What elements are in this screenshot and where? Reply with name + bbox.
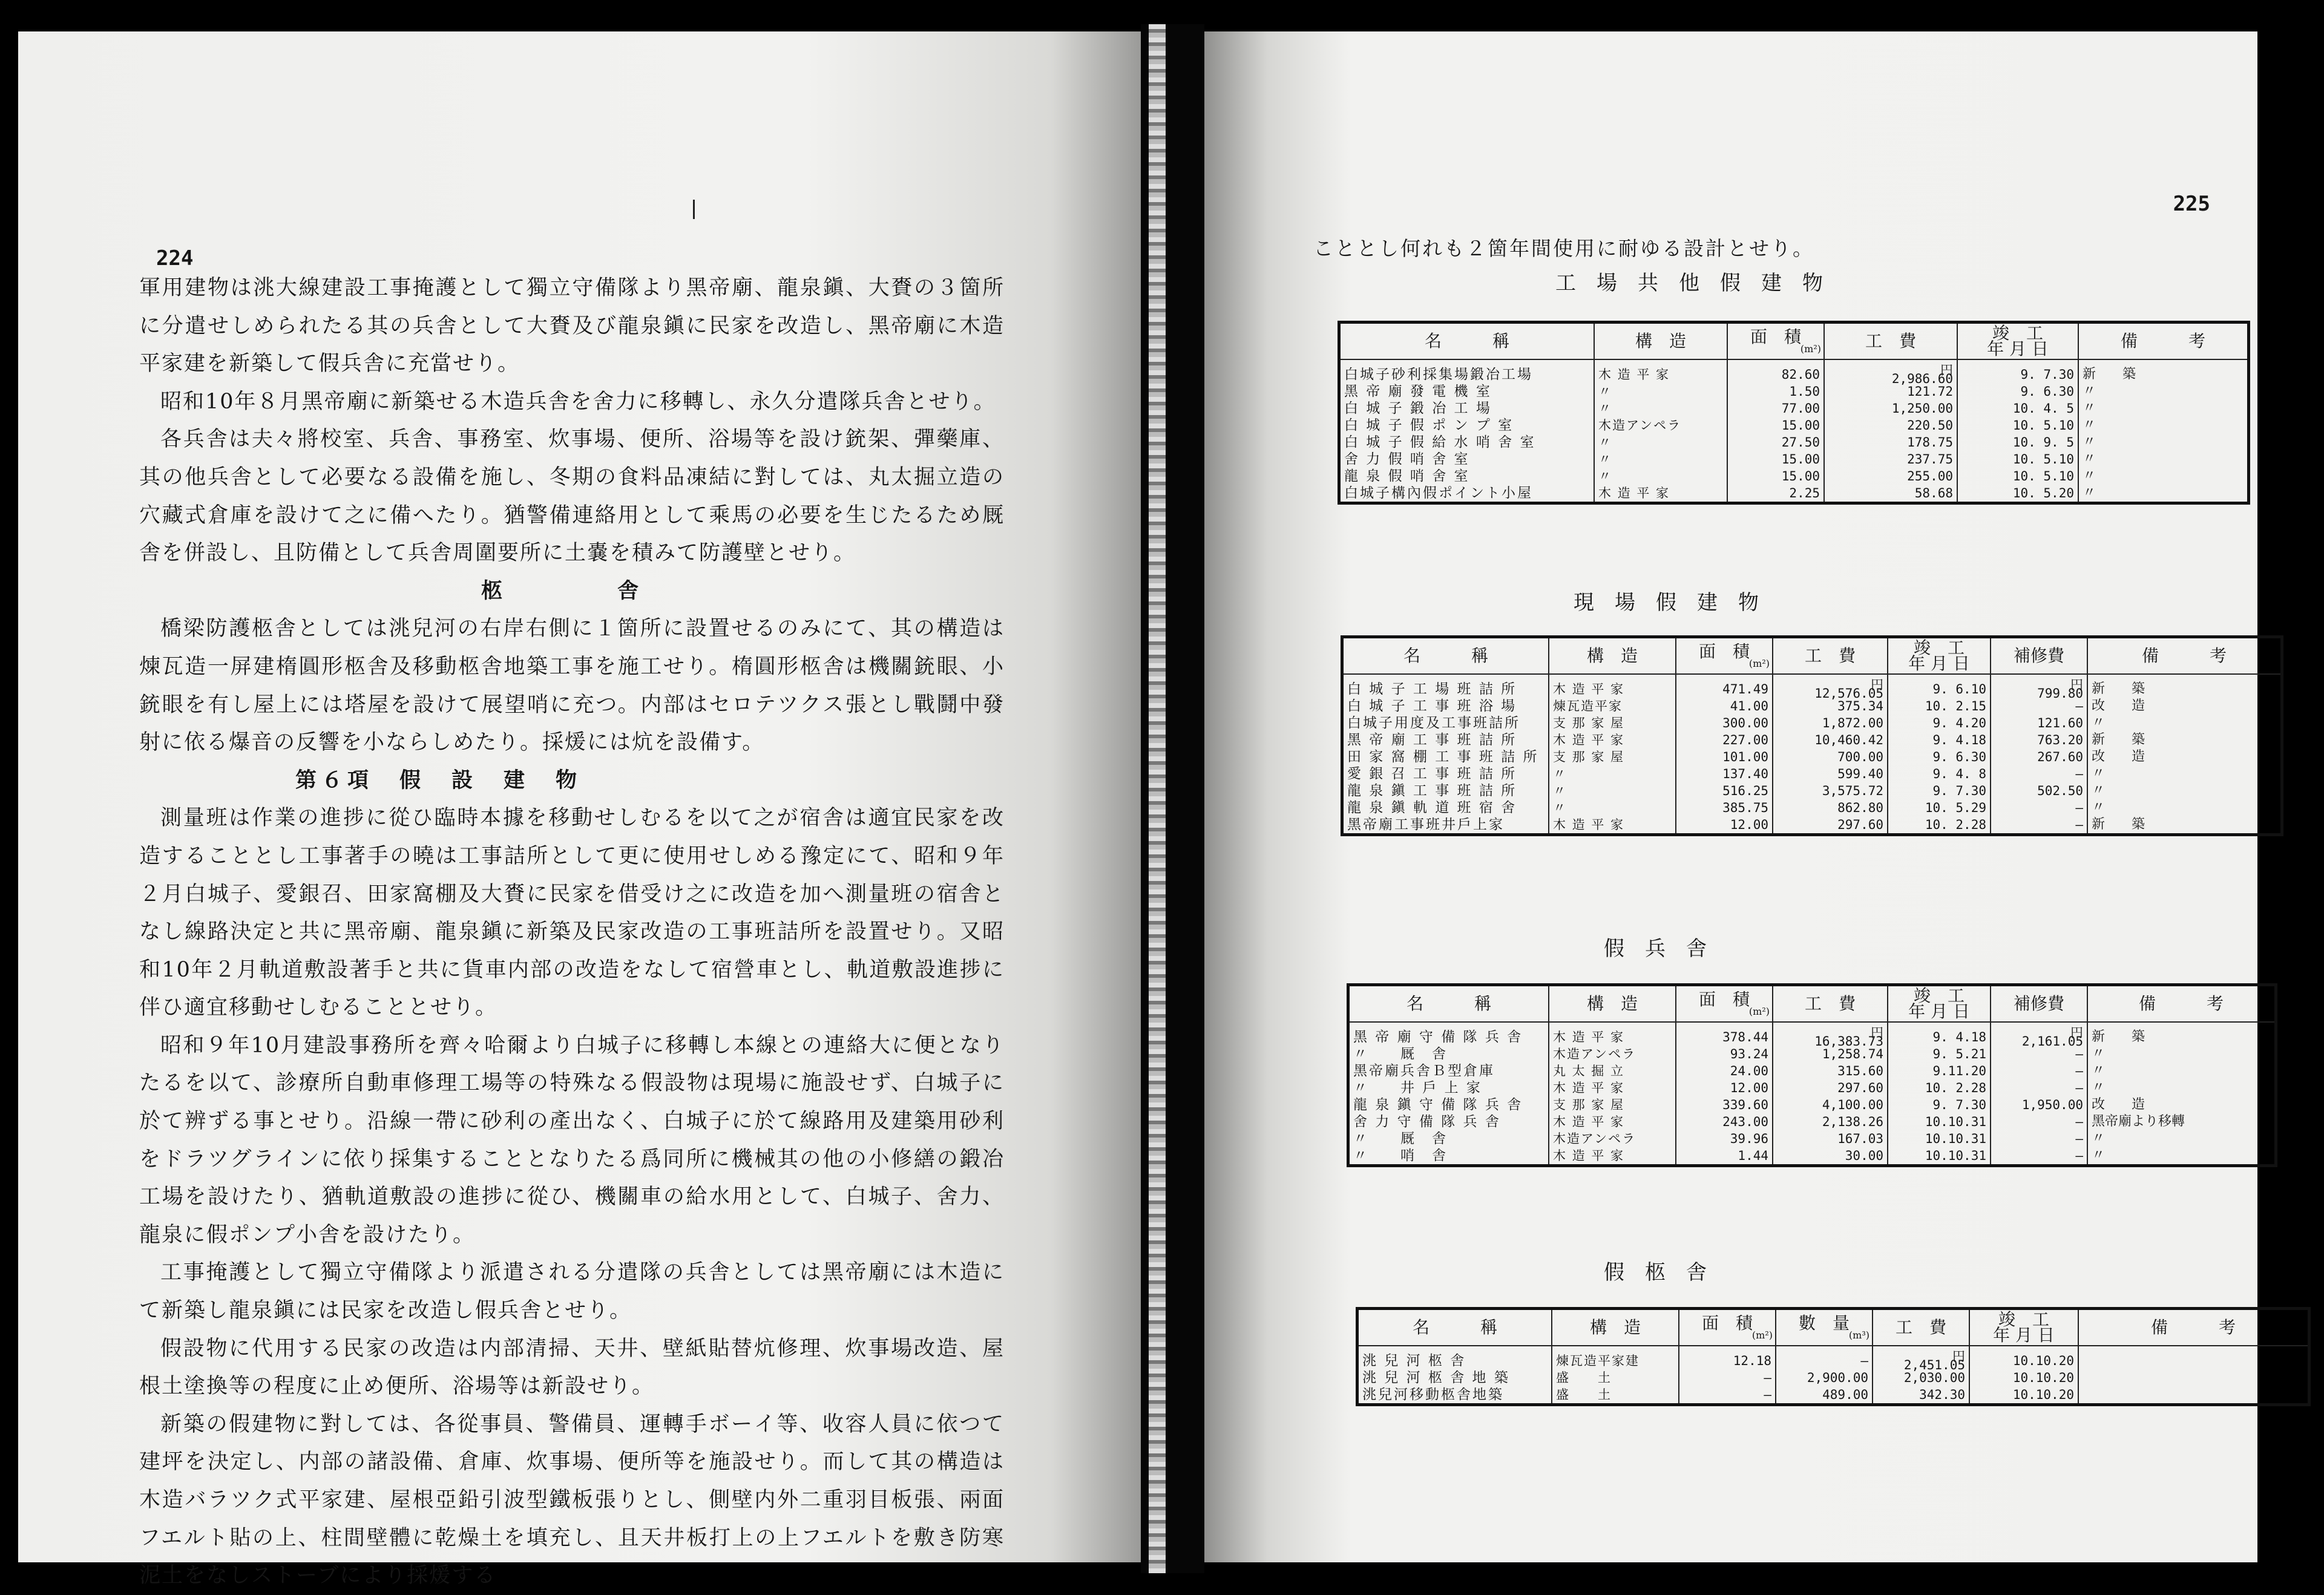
table-row xyxy=(1357,1369,2309,1386)
table-cell: 白 城 子 鍛 冶 工 場 xyxy=(1339,400,1595,417)
table-cell: 白 城 子 工 場 班 詰 所 xyxy=(1342,674,1549,698)
table-cell: 24.00 xyxy=(1676,1063,1773,1079)
table-cell: 白 城 子 假 給 水 哨 舍 室 xyxy=(1339,434,1595,451)
table-cell: 新 築 xyxy=(2087,1022,2276,1046)
table-row xyxy=(1339,417,2249,434)
table-cell: 9. 7.30 xyxy=(1888,1096,1991,1113)
table-cell: 黑帝廟工事班井戶上家 xyxy=(1342,816,1549,835)
table-cell: 煉瓦造平家 xyxy=(1549,698,1676,715)
table-cell: 木 造 平 家 xyxy=(1549,732,1676,748)
table-cell: 10.10.20 xyxy=(1969,1369,2078,1386)
table-cell: 9.11.20 xyxy=(1888,1063,1991,1079)
column-header: 構 造 xyxy=(1594,323,1727,360)
body-paragraph: 軍用建物は洮大線建設工事掩護として獨立守備隊より黑帝廟、龍泉鎭、大賚の３箇所に分遣せしめられたる其の兵舎として大賚及び龍泉鎭に民家を改造し、黑帝廟に木造平家建を新築して假兵舎に充當せり。 xyxy=(139,276,1005,376)
table-cell: 白城子用度及工事班詰所 xyxy=(1342,715,1549,732)
column-header: 構 造 xyxy=(1549,637,1676,675)
table-cell: 新 築 xyxy=(2078,359,2249,383)
table-cell: 木 造 平 家 xyxy=(1549,1022,1676,1046)
data-table xyxy=(1341,635,2283,836)
data-table xyxy=(1338,321,2250,505)
table-cell: 39.96 xyxy=(1676,1130,1773,1147)
table-cell: 300.00 xyxy=(1676,715,1773,732)
table-cell: 342.30 xyxy=(1873,1386,1969,1405)
table-cell: 3,575.72 xyxy=(1773,782,1888,799)
table-cell: 〃 xyxy=(2087,799,2282,816)
table-cell: 木 造 平 家 xyxy=(1549,816,1676,835)
table-row xyxy=(1342,732,2282,748)
table-cell: 489.00 xyxy=(1776,1386,1873,1405)
table-cell: — xyxy=(1991,1130,2087,1147)
table-header-row xyxy=(1339,323,2249,360)
table-cell: — xyxy=(1991,765,2087,782)
table-cell: 9. 5.21 xyxy=(1888,1046,1991,1063)
table-cell: 315.60 xyxy=(1773,1063,1888,1079)
table-cell: 円 2,986.60 xyxy=(1824,359,1957,383)
table-cell: — xyxy=(1679,1386,1776,1405)
table-row xyxy=(1357,1346,2309,1369)
table-cell: 円 799.80 xyxy=(1991,674,2087,698)
table-cell: 洮 兒 河 柩 舎 地 築 xyxy=(1357,1369,1552,1386)
table-cell: 763.20 xyxy=(1991,732,2087,748)
table-cell: 龍 泉 鎭 守 備 隊 兵 舎 xyxy=(1348,1096,1549,1113)
column-header: 面 積 (m²) xyxy=(1727,323,1824,360)
table-cell: 700.00 xyxy=(1773,748,1888,765)
table-cell: 舍 力 假 哨 舍 室 xyxy=(1339,451,1595,468)
table-cell: 〃 xyxy=(2087,765,2282,782)
table-cell: 93.24 xyxy=(1676,1046,1773,1063)
column-header: 名 稱 xyxy=(1342,637,1549,675)
table-header-row xyxy=(1357,1309,2309,1346)
table-row xyxy=(1348,1096,2276,1113)
column-header: 竣 工 年 月 日 xyxy=(1957,323,2078,360)
table-cell: 243.00 xyxy=(1676,1113,1773,1130)
table-cell: 339.60 xyxy=(1676,1096,1773,1113)
table-cell: 15.00 xyxy=(1727,451,1824,468)
table-cell: 〃 xyxy=(1594,400,1727,417)
table-cell: 1,258.74 xyxy=(1773,1046,1888,1063)
column-header: 數 量 (m³) xyxy=(1776,1309,1873,1346)
table-cell: — xyxy=(1679,1369,1776,1386)
body-paragraph: 昭和９年10月建設事務所を齊々哈爾より白城子に移轉し本線との連絡大に便となりたるを以て、診療所自動車修理工場等の特殊なる假設物は現場に施設せず、白城子に於て辨ずる事とせり。沿線一帶に砂利の產出なく、白城子に於て線路用及建築用砂利をドラツグラインに依り採集することとなりたる爲同所に機械其の他の小修繕の鍛冶工場を設けたり、猶軌道敷設の進捗に從ひ、機關車の給水用として、白城子、舍力、龍泉に假ポンプ小舎を設けたり。 xyxy=(139,1033,1005,1247)
table-row xyxy=(1342,799,2282,816)
column-header: 備 考 xyxy=(2087,985,2276,1023)
table-cell: 10. 2.28 xyxy=(1888,816,1991,835)
column-header: 名 稱 xyxy=(1357,1309,1552,1346)
table-cell: 〃 井 戶 上 家 xyxy=(1348,1079,1549,1096)
table-cell: 58.68 xyxy=(1824,485,1957,503)
table-cell: 12.00 xyxy=(1676,816,1773,835)
table-cell: 白 城 子 工 事 班 浴 場 xyxy=(1342,698,1549,715)
table-cell: 121.60 xyxy=(1991,715,2087,732)
page-number: 225 xyxy=(2173,192,2210,216)
table-cell: 〃 xyxy=(1594,468,1727,485)
table-cell: 新 築 xyxy=(2087,674,2282,698)
table-cell: 丸 太 掘 立 xyxy=(1549,1063,1676,1079)
table-cell: 木 造 平 家 xyxy=(1594,359,1727,383)
table-cell: 木 造 平 家 xyxy=(1549,1079,1676,1096)
table-cell: — xyxy=(1991,1079,2087,1096)
body-paragraph: 工事掩護として獨立守備隊より派遣される分遣隊の兵舎としては黑帝廟には木造にて新築し龍泉鎭には民家を改造し假兵舎とせり。 xyxy=(139,1260,1005,1323)
table-cell: 9. 7.30 xyxy=(1957,359,2078,383)
table-cell: 〃 厩 舎 xyxy=(1348,1130,1549,1147)
body-paragraph: 昭和10年８月黑帝廟に新築せる木造兵舎を舍力に移轉し、永久分遣隊兵舎とせり。 xyxy=(160,389,996,414)
table-cell: 10. 5.10 xyxy=(1957,451,2078,468)
table-cell: 220.50 xyxy=(1824,417,1957,434)
table-cell: 盛 土 xyxy=(1552,1369,1679,1386)
table-title: 現場假建物 xyxy=(1574,591,1779,615)
table-cell: 12.00 xyxy=(1676,1079,1773,1096)
table-cell: 支 那 家 屋 xyxy=(1549,715,1676,732)
table-row xyxy=(1339,468,2249,485)
table-cell: 9. 7.30 xyxy=(1888,782,1991,799)
table-cell: 木 造 平 家 xyxy=(1549,674,1676,698)
table-cell: 9. 6.30 xyxy=(1957,383,2078,400)
table-cell: 〃 xyxy=(2087,1079,2276,1096)
table-cell: 黑帝廟兵舎Ｂ型倉庫 xyxy=(1348,1063,1549,1079)
table-cell: 〃 xyxy=(1594,434,1727,451)
table-cell: 白 城 子 假 ポ ン プ 室 xyxy=(1339,417,1595,434)
table-row xyxy=(1342,782,2282,799)
table-cell xyxy=(2078,1369,2309,1386)
table-cell: 〃 xyxy=(2078,434,2249,451)
body-paragraph: 各兵舎は夫々將校室、兵舎、事務室、炊事場、便所、浴場等を設け銃架、彈藥庫、其の他兵舎として必要なる設備を施し、冬期の食料品凍結に對しては、丸太掘立造の穴藏式倉庫を設けて之に備へたり。猶警備連絡用として乘馬の必要を生じたるため厩舎を併設し、且防備として兵舎周圍要所に土嚢を積みて防護壁とせり。 xyxy=(139,427,1005,566)
table-cell: 〃 哨 舎 xyxy=(1348,1147,1549,1166)
table-cell: 10.10.20 xyxy=(1969,1346,2078,1369)
table-cell: 〃 xyxy=(2078,417,2249,434)
table-cell: 10.10.31 xyxy=(1888,1113,1991,1130)
unit-label: (m²) xyxy=(1800,343,1821,355)
table-cell: 円 16,383.73 xyxy=(1773,1022,1888,1046)
unit-label: (m²) xyxy=(1748,658,1770,669)
table-cell: — xyxy=(1991,799,2087,816)
column-header: 備 考 xyxy=(2078,1309,2309,1346)
table-cell: 2,138.26 xyxy=(1773,1113,1888,1130)
table-cell: 〃 xyxy=(2078,451,2249,468)
table-row xyxy=(1342,698,2282,715)
table-cell: 385.75 xyxy=(1676,799,1773,816)
table-row xyxy=(1348,1022,2276,1046)
data-table xyxy=(1347,983,2277,1167)
table-cell: 1,250.00 xyxy=(1824,400,1957,417)
table-header-row xyxy=(1348,985,2276,1023)
table-cell: 267.60 xyxy=(1991,748,2087,765)
table-cell: 木造アンペラ xyxy=(1594,417,1727,434)
table-cell: 41.00 xyxy=(1676,698,1773,715)
table-cell: 龍 泉 鎭 工 事 班 詰 所 xyxy=(1342,782,1549,799)
table-cell: 9. 4.20 xyxy=(1888,715,1991,732)
table-cell: 木造アンペラ xyxy=(1549,1046,1676,1063)
table-row xyxy=(1342,765,2282,782)
column-header: 構 造 xyxy=(1552,1309,1679,1346)
table-cell: 木 造 平 家 xyxy=(1549,1113,1676,1130)
table-header-row xyxy=(1342,637,2282,675)
table-cell: 〃 xyxy=(2087,1046,2276,1063)
table-cell: 101.00 xyxy=(1676,748,1773,765)
table-title: 假柩舎 xyxy=(1604,1260,1727,1285)
table-cell: 黑 帝 廟 工 事 班 詰 所 xyxy=(1342,732,1549,748)
table-cell: 1,872.00 xyxy=(1773,715,1888,732)
table-cell: — xyxy=(1991,1046,2087,1063)
table-cell: 378.44 xyxy=(1676,1022,1773,1046)
table-cell: 30.00 xyxy=(1773,1147,1888,1166)
table-title: 工場共他假建物 xyxy=(1555,271,1843,295)
table-cell: 〃 xyxy=(2087,1063,2276,1079)
table-cell: 煉瓦造平家建 xyxy=(1552,1346,1679,1369)
column-header: 面 積 (m²) xyxy=(1679,1309,1776,1346)
binding-edge xyxy=(1149,24,1166,1573)
table-cell: 297.60 xyxy=(1773,1079,1888,1096)
section-heading: 柩 舎 xyxy=(481,578,663,603)
table-cell: 9. 4.18 xyxy=(1888,1022,1991,1046)
table-cell: 新 築 xyxy=(2087,732,2282,748)
table-cell: 洮 兒 河 柩 舎 xyxy=(1357,1346,1552,1369)
column-header: 面 積 (m²) xyxy=(1676,637,1773,675)
table-row xyxy=(1348,1046,2276,1063)
unit-label: (m²) xyxy=(1748,1006,1770,1017)
table-cell: 10. 2.15 xyxy=(1888,698,1991,715)
table-cell: 516.25 xyxy=(1676,782,1773,799)
table-cell: 龍 泉 假 哨 舍 室 xyxy=(1339,468,1595,485)
column-header: 竣 工 年 月 日 xyxy=(1969,1309,2078,1346)
table-cell: 田 家 窩 棚 工 事 班 詰 所 xyxy=(1342,748,1549,765)
table-cell: 121.72 xyxy=(1824,383,1957,400)
table-row xyxy=(1348,1063,2276,1079)
table-cell: 白城子砂利採集場鍛冶工場 xyxy=(1339,359,1595,383)
table-cell: 龍 泉 鎭 軌 道 班 宿 舍 xyxy=(1342,799,1549,816)
table-cell: 237.75 xyxy=(1824,451,1957,468)
table-cell: 9. 6.30 xyxy=(1888,748,1991,765)
table-cell: 27.50 xyxy=(1727,434,1824,451)
table-cell: 255.00 xyxy=(1824,468,1957,485)
column-header: 工 費 xyxy=(1824,323,1957,360)
column-header: 工 費 xyxy=(1773,637,1888,675)
table-cell: 599.40 xyxy=(1773,765,1888,782)
table-cell: 支 那 家 屋 xyxy=(1549,1096,1676,1113)
table-cell: 〃 xyxy=(1549,765,1676,782)
table-cell: 2,030.00 xyxy=(1873,1369,1969,1386)
table-cell: — xyxy=(1991,698,2087,715)
table-cell: — xyxy=(1991,1063,2087,1079)
data-table xyxy=(1356,1307,2311,1406)
body-paragraph: 橋梁防護柩舎としては洮兒河の右岸右側に１箇所に設置せるのみにて、其の構造は煉瓦造一屏建楕圓形柩舎及移動柩舎地築工事を施工せり。楕圓形柩舎は機關銃眼、小銃眼を有し屋上には塔屋を設けて展望哨に充つ。内部はセロテツクス張とし戰鬪中發射に依る爆音の反響を小ならしめたり。採煖には炕を設備す。 xyxy=(139,617,1005,755)
table-row xyxy=(1348,1130,2276,1147)
table-cell: 〃 xyxy=(1549,782,1676,799)
column-header: 備 考 xyxy=(2087,637,2282,675)
table-cell: 黑 帝 廟 發 電 機 室 xyxy=(1339,383,1595,400)
table-row xyxy=(1339,451,2249,468)
table-row xyxy=(1342,748,2282,765)
table-cell: 〃 xyxy=(1594,451,1727,468)
column-header: 工 費 xyxy=(1873,1309,1969,1346)
table-row xyxy=(1342,715,2282,732)
table-cell: 167.03 xyxy=(1773,1130,1888,1147)
table-row xyxy=(1357,1386,2309,1405)
column-header: 構 造 xyxy=(1549,985,1676,1023)
table-cell: 178.75 xyxy=(1824,434,1957,451)
table-cell: 洮兒河移動柩舎地築 xyxy=(1357,1386,1552,1405)
unit-label: (m²) xyxy=(1751,1329,1773,1341)
column-header: 名 稱 xyxy=(1348,985,1549,1023)
table-cell: 〃 xyxy=(2087,782,2282,799)
column-header: 名 稱 xyxy=(1339,323,1595,360)
table-cell: 〃 xyxy=(2078,400,2249,417)
table-cell: 9. 6.10 xyxy=(1888,674,1991,698)
table-cell: 改 造 xyxy=(2087,1096,2276,1113)
table-cell: 502.50 xyxy=(1991,782,2087,799)
table-row xyxy=(1348,1079,2276,1096)
table-cell: 10.10.20 xyxy=(1969,1386,2078,1405)
table-cell: 〃 xyxy=(2087,1130,2276,1147)
table-cell: 862.80 xyxy=(1773,799,1888,816)
table-cell: 137.40 xyxy=(1676,765,1773,782)
table-cell: 10. 2.28 xyxy=(1888,1079,1991,1096)
table-cell: — xyxy=(1776,1346,1873,1369)
body-paragraph: 測量班は作業の進捗に從ひ臨時本據を移動せしむるを以て之が宿舎は適宜民家を改造することとし工事著手の曉は工事詰所として更に使用せしめる豫定にて、昭和９年２月白城子、愛銀召、田家窩棚及大賚に民家を借受け之に改造を加へ測量班の宿舎となし線路決定と共に黑帝廟、龍泉鎭に新築及民家改造の工事班詰所を設置せり。又昭和10年２月軌道敷設著手と共に貨車内部の改造をなして宿營車とし、軌道敷設進捗に伴ひ適宜移動せしむることとせり。 xyxy=(139,806,1005,1020)
table-cell: 改 造 xyxy=(2087,748,2282,765)
table-title: 假兵舎 xyxy=(1604,937,1727,961)
column-header: 竣 工 年 月 日 xyxy=(1888,637,1991,675)
table-cell: 15.00 xyxy=(1727,417,1824,434)
table-cell: 円 2,161.05 xyxy=(1991,1022,2087,1046)
table-cell: — xyxy=(1991,1113,2087,1130)
table-row xyxy=(1342,816,2282,835)
table-cell: 82.60 xyxy=(1727,359,1824,383)
table-row xyxy=(1339,400,2249,417)
table-cell: 新 築 xyxy=(2087,816,2282,835)
table-cell: 愛 銀 召 工 事 班 詰 所 xyxy=(1342,765,1549,782)
table-cell: 10. 5.10 xyxy=(1957,417,2078,434)
table-cell: 1.50 xyxy=(1727,383,1824,400)
section-heading: 第６項 假 設 建 物 xyxy=(295,767,582,793)
table-cell: 10. 5.29 xyxy=(1888,799,1991,816)
table-cell: 2.25 xyxy=(1727,485,1824,503)
table-cell: 木 造 平 家 xyxy=(1594,485,1727,503)
table-cell: 〃 厩 舎 xyxy=(1348,1046,1549,1063)
table-cell: 〃 xyxy=(2078,468,2249,485)
column-header: 面 積 (m²) xyxy=(1676,985,1773,1023)
column-header: 竣 工 年 月 日 xyxy=(1888,985,1991,1023)
table-cell: — xyxy=(1991,1147,2087,1166)
table-cell: 12.18 xyxy=(1679,1346,1776,1369)
column-header: 工 費 xyxy=(1773,985,1888,1023)
table-cell: 10. 5.10 xyxy=(1957,468,2078,485)
table-cell: 〃 xyxy=(2087,715,2282,732)
table-cell: 10.10.31 xyxy=(1888,1130,1991,1147)
table-cell: 2,900.00 xyxy=(1776,1369,1873,1386)
body-paragraph: 假設物に代用する民家の改造は内部清掃、天井、壁紙貼替炕修理、炊事場改造、屋根土塗換等の程度に止め便所、浴場等は新設せり。 xyxy=(139,1336,1005,1399)
unit-label: (m³) xyxy=(1848,1329,1869,1341)
table-cell: 白城子構內假ポイント小屋 xyxy=(1339,485,1595,503)
table-cell: 4,100.00 xyxy=(1773,1096,1888,1113)
continuation-line: こととし何れも２箇年間使用に耐ゆる設計とせり。 xyxy=(1313,237,1814,260)
table-cell: 円 12,576.05 xyxy=(1773,674,1888,698)
table-cell: 10. 4. 5 xyxy=(1957,400,2078,417)
print-mark xyxy=(693,200,695,219)
table-row xyxy=(1348,1147,2276,1166)
table-cell: 盛 土 xyxy=(1552,1386,1679,1405)
table-row xyxy=(1339,359,2249,383)
column-header: 補修費 xyxy=(1991,985,2087,1023)
body-paragraph: 新築の假建物に對しては、各從事員、警備員、運轉手ボーイ等、收容人員に依つて建坪を決定し、内部の諸設備、倉庫、炊事場、便所等を施設せり。而して其の構造は木造バラツク式平家建、屋根亞鉛引波型鐵板張りとし、側壁内外二重羽目板張、兩面フエルト貼の上、柱間壁體に乾燥土を填充し、且天井板打上の上フエルトを敷き防寒泥土をなしストーブにより採煖する xyxy=(139,1412,1005,1588)
table-cell: 木造アンペラ xyxy=(1549,1130,1676,1147)
table-cell: 10. 5.20 xyxy=(1957,485,2078,503)
table-cell: 〃 xyxy=(2078,485,2249,503)
table-cell: 1,950.00 xyxy=(1991,1096,2087,1113)
table-cell: 227.00 xyxy=(1676,732,1773,748)
table-cell: 10.10.31 xyxy=(1888,1147,1991,1166)
table-row xyxy=(1342,674,2282,698)
table-cell: 黑帝廟より移轉 xyxy=(2087,1113,2276,1130)
column-header: 補修費 xyxy=(1991,637,2087,675)
column-header: 備 考 xyxy=(2078,323,2249,360)
table-row xyxy=(1339,383,2249,400)
table-cell: 木 造 平 家 xyxy=(1549,1147,1676,1166)
table-cell: 9. 4.18 xyxy=(1888,732,1991,748)
table-cell xyxy=(2078,1386,2309,1405)
table-cell: 〃 xyxy=(2078,383,2249,400)
table-cell: 10. 9. 5 xyxy=(1957,434,2078,451)
table-cell: 〃 xyxy=(2087,1147,2276,1166)
table-cell: 9. 4. 8 xyxy=(1888,765,1991,782)
left-page-body xyxy=(139,269,1005,1595)
table-cell: 297.60 xyxy=(1773,816,1888,835)
table-row xyxy=(1339,485,2249,503)
table-row xyxy=(1339,434,2249,451)
table-cell: 375.34 xyxy=(1773,698,1888,715)
table-cell: 舍 力 守 備 隊 兵 舎 xyxy=(1348,1113,1549,1130)
table-cell: 77.00 xyxy=(1727,400,1824,417)
page-number: 224 xyxy=(156,246,194,270)
table-cell xyxy=(2078,1346,2309,1369)
table-cell: 円 2,451.05 xyxy=(1873,1346,1969,1369)
table-cell: 支 那 家 屋 xyxy=(1549,748,1676,765)
table-cell: 15.00 xyxy=(1727,468,1824,485)
table-cell: 改 造 xyxy=(2087,698,2282,715)
table-cell: 1.44 xyxy=(1676,1147,1773,1166)
table-cell: 10,460.42 xyxy=(1773,732,1888,748)
table-cell: 〃 xyxy=(1594,383,1727,400)
table-cell: 黑 帝 廟 守 備 隊 兵 舎 xyxy=(1348,1022,1549,1046)
table-cell: — xyxy=(1991,816,2087,835)
table-row xyxy=(1348,1113,2276,1130)
table-cell: 471.49 xyxy=(1676,674,1773,698)
table-cell: 〃 xyxy=(1549,799,1676,816)
